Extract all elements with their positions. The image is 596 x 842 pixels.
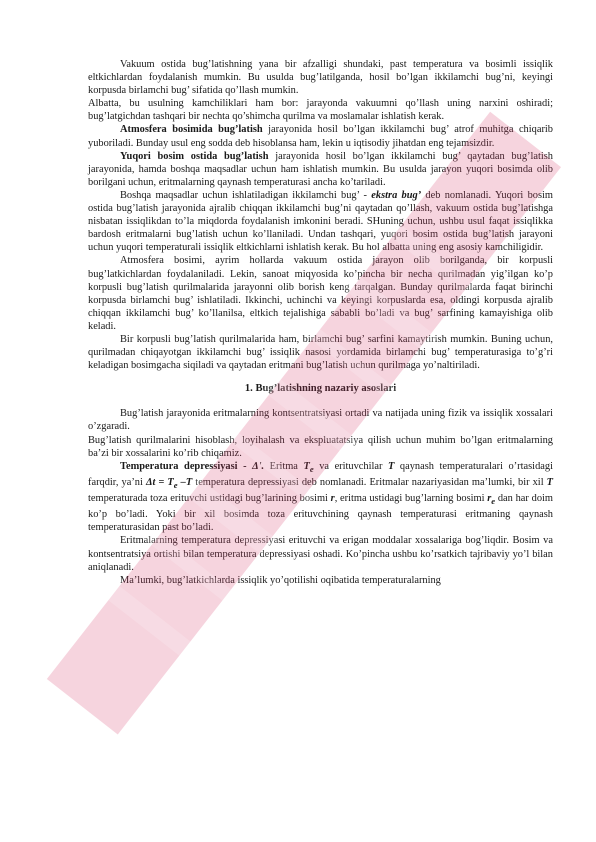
paragraph: Yuqori bosim ostida bug’latish jarayonida hosil bo’lgan ikkilamchi bug’ qaytadan bug’latish jarayonida, hamda boshqa maqsadlar uchun ham ishlatish mumkin. Bu usulda jarayon yuqori bosimda olib borilgani uchun, eritmalarning qaynash temperaturasi ancha ko’tariladi. xyxy=(88,150,553,188)
term-bold: Temperatura depressiyasi - xyxy=(120,460,253,472)
paragraph: Atmosfera bosimi, ayrim hollarda vakuum ostida jarayon olib borilganda, bir korpusli bug’latkichlardan foydalaniladi. Lekin, sanoat miqyosida ko’pincha bir necha qurilmadan yig’ilgan ko’p korpusli bug’latish qurilmalarida jarayonni olib borish keng tarqalgan. Bunday qurilmalarda faqat birinchi korpusda birlamchi bug’ ishlatiladi. Ikkinchi, uchinchi va keyingi korpuslarda esa, oldingi korpusda ajralib chiqqan ikkilamchi bug’ ko’llanilsa, eltkich tejalishiga sababli bo’ladi va bug’ sarfining kamayishiga olib keladi. xyxy=(88,255,553,332)
paragraph: Vakuum ostida bug’latishning yana bir afzalligi shundaki, past temperatura va bosimli issiqlik eltkichlardan foydalanish mumkin. Bu usulda bug’latilganda, hosil bo’lgan ikkilamchi bug’ni, keyingi korpusda birlamchi bug’ sifatida qo’llash mumkin. xyxy=(88,59,553,97)
formula: Δt = T xyxy=(145,476,174,488)
section-heading: 1. Bug’latishning nazariy asoslari xyxy=(244,383,397,395)
paragraph: Bug’latish qurilmalarini hisoblash, loyihalash va ekspluatatsiya qilish uchun muhim bo’lgan eritmalarning ba’zi bir xossalarini ko’rib chiqamiz. xyxy=(88,434,553,459)
paragraph-temperature-depression: Temperatura depressiyasi - Δ'. Eritma $T_e$ va erituvchilar T qaynash temperaturalari o’rtasidagi farqdir, ya’ni $\Delta t = T_e$ –T temperatura depressiyasi deb nomlanadi. Eritmalar nazariyasidan ma’lumki, bir xil T temperaturada toza erituvchi ustidagi bug’larining bosimi r, eritma ustidagi bug’larning bosimi $r_e$ dan har doim ko’p bo’ladi. Yoki bir xil bosimda toza erituvchining qaynash temperaturasi eritmaning qaynash temperaturasidan past bo’ladi. xyxy=(88,460,554,534)
paragraph: Albatta, bu usulning kamchiliklari ham bor: jarayonda vakuumni qo’llash uning narxini oshiradi; bug’latgichdan tashqari bir nechta qo’shimcha qurilma va moslamalar ishlatish kerak. xyxy=(88,98,553,123)
symbol: Δ'. xyxy=(252,460,265,472)
term-bold: Yuqori bosim ostida bug’latish xyxy=(120,150,269,162)
paragraph: Eritmalarning temperatura depressiyasi erituvchi va erigan moddalar xossalariga bog’liqdir. Bosim va kontsentratsiya ortishi bilan temperatura depressiyasi oshadi. Ko’pincha ushbu ko’rsatkich tajribaviy yo’l bilan aniqlanadi. xyxy=(88,535,553,573)
term-bold-italic: ekstra bug’ xyxy=(371,189,422,201)
document-body xyxy=(88,58,553,587)
paragraph: Bug’latish jarayonida eritmalarning kontsentratsiyasi ortadi va natijada uning fizik va issiqlik xossalari o’zgaradi. xyxy=(88,408,553,433)
term-bold: Atmosfera bosimida bug’latish xyxy=(120,124,263,136)
paragraph: Atmosfera bosimida bug’latish jarayonida hosil bo’lgan ikkilamchi bug’ atrof muhitga chiqarib yuboriladi. Bunday usul eng sodda deb hisoblansa ham, lekin u iqtisodiy jihatdan eng tejamsizdir. xyxy=(88,124,553,149)
paragraph: Boshqa maqsadlar uchun ishlatiladigan ikkilamchi bug’ - ekstra bug’ deb nomlanadi. Yuqori bosim ostida bug’latish jarayonida ajralib chiqqan ikkilamchi bug’ni qaytadan qo’llash, vakuum ostida bug’latishga nisbatan issiqlikdan to’la miqdorda foydalanish imkonini beradi. SHuning uchun, ushbu usul faqat issiqlikka bardosh eritmalarni bug’latish uchun ko’llaniladi. Undan tashqari, yuqori bosim ostida bug’latish jarayoni uchun yuqori temperaturali issiqlik eltkichlarni ishlatish kerak. Bu hol albatta uning eng asosiy kamchiligidir. xyxy=(88,189,553,254)
paragraph: Bir korpusli bug’latish qurilmalarida ham, birlamchi bug’ sarfini kamaytirish mumkin. Buning uchun, qurilmadan chiqayotgan ikkilamchi bug’ issiqlik nasosi yordamida birlamchi bug’ temperaturasiga to’g’ri keladigan bosimgacha siqiladi va qaytadan eritmani bug’latish uchun qurilmaga yo’naltiriladi. xyxy=(88,333,553,372)
paragraph: Ma’lumki, bug’latkichlarda issiqlik yo’qotilishi oqibatida temperaturalarning xyxy=(120,574,441,586)
